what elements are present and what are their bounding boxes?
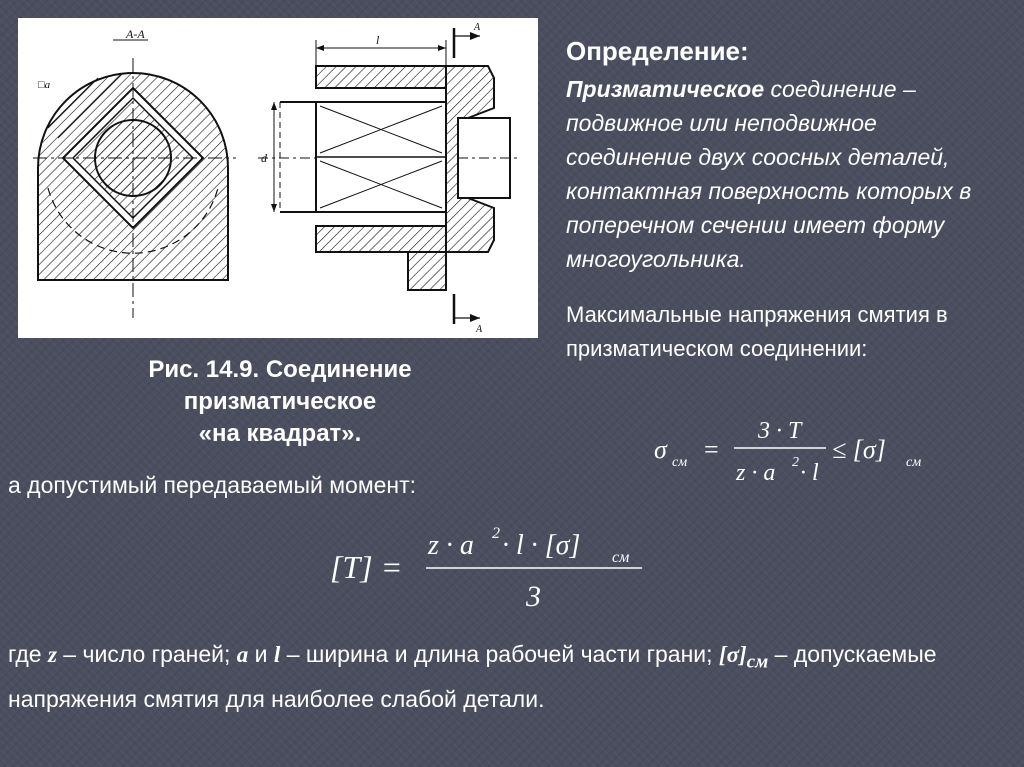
f2-numerator: z · a <box>428 530 474 561</box>
definition-block <box>566 34 1006 276</box>
dim-d-label: d <box>261 151 267 165</box>
where-p1: где <box>8 641 48 667</box>
f1-rhs: ≤ [σ] <box>832 435 886 464</box>
f2-lhs: [T] = <box>330 549 403 585</box>
cut-label-bottom: A <box>476 324 483 335</box>
f1-equals: = <box>704 435 719 464</box>
f2-num-sub: см <box>612 549 630 566</box>
f2-num-tail: · l · [σ] <box>502 530 581 561</box>
symbol-sigma-sub: см <box>746 651 769 673</box>
where-p3: и <box>248 641 274 667</box>
f1-den-sup: 2 <box>792 455 799 470</box>
definition-heading: Определение: <box>566 36 749 66</box>
figure-drawing <box>18 18 538 338</box>
max-stress-text: Максимальные напряжения смятия в призматическом соединении: <box>566 302 948 361</box>
cut-label-top: A <box>474 22 481 33</box>
connection-drawing <box>18 18 538 338</box>
caption-line-2: призматическое <box>183 388 377 415</box>
formula-stress <box>650 408 950 497</box>
f1-numerator: 3 · T <box>758 418 802 444</box>
f1-lhs: σ <box>654 435 667 464</box>
allowable-moment-text: а допустимый передаваемый момент: <box>8 472 417 498</box>
f2-num-sup: 2 <box>492 525 500 542</box>
symbol-a: a <box>236 642 249 667</box>
caption-line-3: «на квадрат». <box>198 420 362 447</box>
definition-text <box>566 72 1006 276</box>
f1-den-tail: · l <box>800 460 819 486</box>
f1-rhs-sub: см <box>906 455 922 470</box>
dim-l-label: l <box>376 33 380 47</box>
cross-section-view <box>33 27 236 318</box>
definition-body: соединение – подвижное или неподвижное соединение двух соосных деталей, контактная поверхность которых в поперечном сечении имеет форму многоугольника. <box>566 76 972 272</box>
f1-denominator: z · a <box>736 460 776 486</box>
f1-lhs-sub: см <box>672 455 688 470</box>
figure-caption <box>60 354 500 450</box>
formula-moment <box>330 518 660 623</box>
longitudinal-view <box>258 22 518 335</box>
section-label: A-A <box>126 27 145 41</box>
f2-denominator: 3 <box>526 580 541 613</box>
where-p5: – допускаемые напряжения смятия для наиболее слабой детали. <box>8 641 937 712</box>
caption-line-1: Рис. 14.9. Соединение <box>148 356 412 383</box>
symbol-sigma: [σ] <box>718 642 747 667</box>
definition-term: Призматическое <box>566 76 765 102</box>
dim-a-label: □a <box>38 79 51 91</box>
where-p4: – ширина и длина рабочей части грани; <box>280 641 719 667</box>
symbol-z: z <box>47 642 57 667</box>
formula-moment-svg <box>330 518 660 618</box>
where-p2: – число граней; <box>56 641 237 667</box>
legend-text <box>8 636 1018 717</box>
symbol-l: l <box>273 642 281 667</box>
formula-stress-svg <box>650 408 950 492</box>
